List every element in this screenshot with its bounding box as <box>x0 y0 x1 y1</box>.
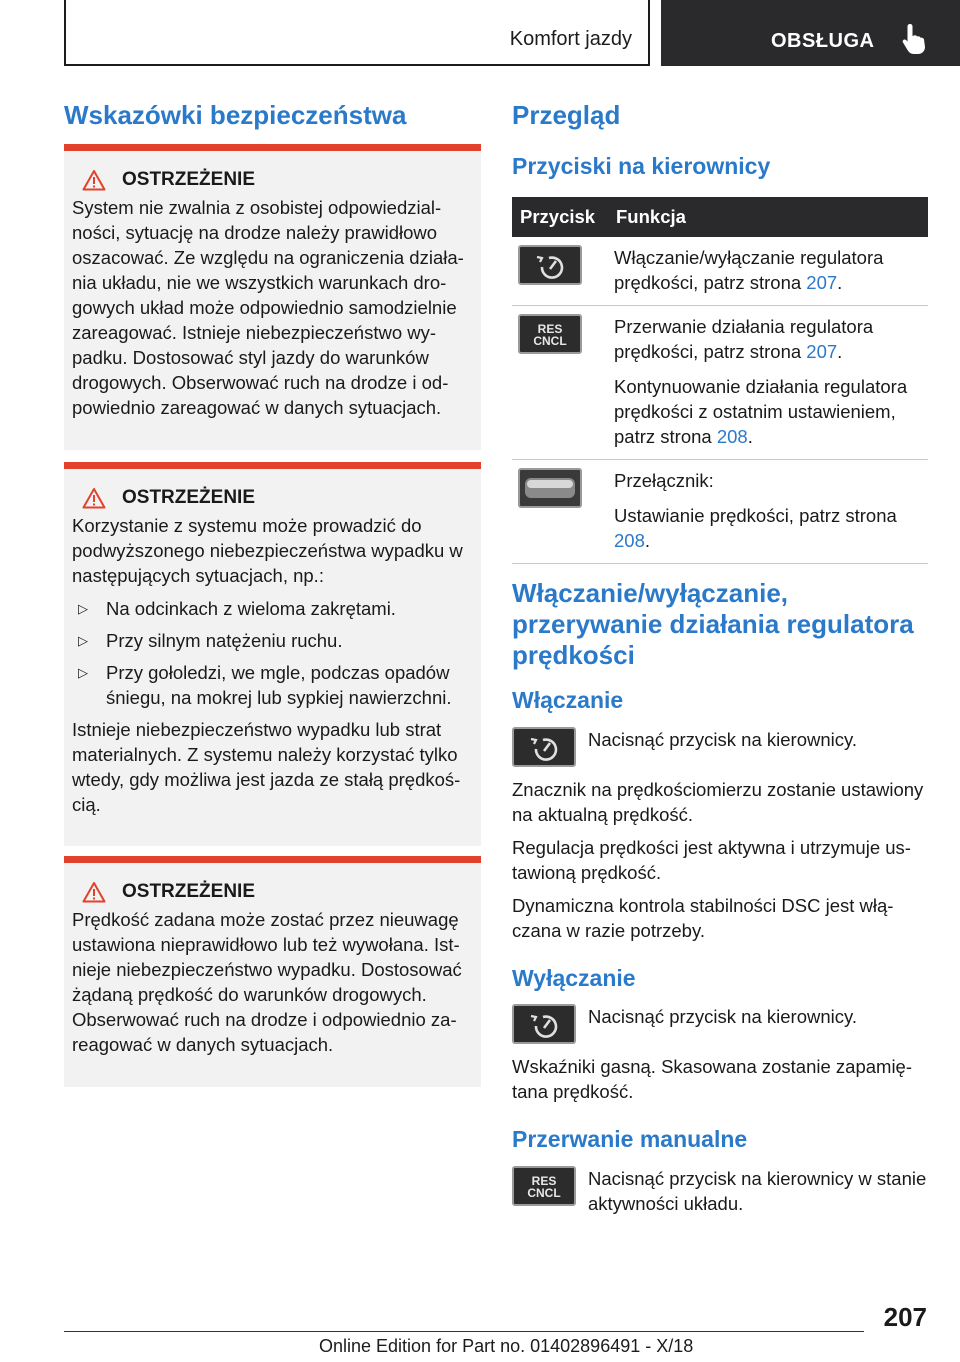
page-link[interactable]: 208 <box>614 529 645 551</box>
paragraph: Dynamiczna kontrola stabilności DSC jest włączana w razie potrzeby. <box>512 894 894 941</box>
list-item: ▷ Przy gołoledzi, we mgle, podczas opadów śniegu, na mokrej lub sypkiej nawierzchni. <box>72 660 473 710</box>
header-section-box <box>64 0 650 66</box>
page-number: 207 <box>883 1302 927 1332</box>
header-chapter-box <box>661 0 960 66</box>
press-instruction: Nacisnąć przycisk na kierownicy. <box>588 1006 858 1028</box>
paragraph: Regulacja prędkości jest aktywna i utrzymuje ustawioną prędkość. <box>512 836 911 883</box>
cruise-control-icon <box>512 1004 576 1044</box>
res-cncl-icon: RES CNCL <box>518 314 582 354</box>
warning-label: OSTRZEŻENIE <box>122 881 256 902</box>
table-header-button: Przycisk <box>512 197 608 237</box>
warning-label: OSTRZEŻENIE <box>122 169 256 190</box>
steering-buttons-subtitle: Przyciski na kierownicy <box>512 153 771 180</box>
press-instruction: Nacisnąć przycisk na kierownicy. <box>588 728 858 750</box>
header-section-title: Komfort jazdy <box>509 28 632 50</box>
bullet-triangle-icon: ▷ <box>78 633 88 648</box>
switch-off-title: Wyłączanie <box>512 964 636 991</box>
table-row: RES CNCL Przerwanie działania regulatora prędkości, patrz strona 207. Kontynuowanie działania regulatora prędkości z ostatnim ustawieniem, patrz strona 208. <box>512 305 928 459</box>
on-off-title: Włączanie/wyłączanie, przerywanie działania regulatora prędkości <box>512 578 914 670</box>
warning-triangle-icon <box>82 169 106 191</box>
warning-triangle-icon <box>82 487 106 509</box>
buttons-table <box>512 197 928 564</box>
warning-text: Korzystanie z systemu może prowadzić do podwyższonego niebezpieczeństwa wypadku w następujących sytuacjach, np.: <box>72 515 463 586</box>
bullet-triangle-icon: ▷ <box>78 601 88 616</box>
overview-title: Przegląd <box>512 100 621 130</box>
list-item: ▷ Przy silnym natężeniu ruchu. <box>72 628 473 653</box>
table-row: Włączanie/wyłączanie regulatora prędkości, patrz strona 207. <box>512 237 928 306</box>
cruise-control-icon <box>512 727 576 767</box>
header-chapter-title: OBSŁUGA <box>771 30 875 52</box>
warning-text: Istnieje niebezpieczeństwo wypadku lub strat materialnych. Z systemu należy korzystać tylko wtedy, gdy możliwa jest jazda ze stałą prędkością. <box>72 719 461 815</box>
paragraph: Wskaźniki gasną. Skasowana zostanie zapamiętana prędkość. <box>512 1056 913 1103</box>
page-link[interactable]: 208 <box>716 425 748 447</box>
edition-footer: Online Edition for Part no. 01402896491 - X/18 <box>319 1336 694 1356</box>
safety-column <box>64 100 481 1055</box>
warning-box-2 <box>64 462 481 846</box>
press-instruction: Nacisnąć przycisk na kierownicy w stanie aktywności układu. <box>588 1167 927 1214</box>
warning-bullet-list <box>72 596 473 710</box>
rocker-switch-icon <box>518 468 582 508</box>
bullet-triangle-icon: ▷ <box>78 665 88 680</box>
warning-box-1 <box>64 144 481 450</box>
list-item: ▷ Na odcinkach z wieloma zakrętami. <box>72 596 473 621</box>
cruise-control-icon <box>518 245 582 285</box>
switch-on-title: Włączanie <box>512 687 624 713</box>
table-header-function: Funkcja <box>608 197 928 237</box>
on-off-section <box>512 578 928 1216</box>
warning-box-3 <box>64 856 481 1087</box>
page-link[interactable]: 207 <box>806 271 838 293</box>
warning-text: Prędkość zadana może zostać przez nieuwagę ustawiona nieprawidłowo lub też wywołana. Istnieje niebezpieczeństwo wypadku. Dostosować żądaną prędkość do warunków drogowych. Obserwować ruch na drodze i odpowiednio zareagować w danych sytuacjach. <box>72 909 462 1055</box>
warning-label: OSTRZEŻENIE <box>122 487 256 508</box>
table-row: Przełącznik: Ustawianie prędkości, patrz strona 208. <box>512 459 928 563</box>
manual-interrupt-title: Przerwanie manualne <box>512 1126 748 1153</box>
warning-triangle-icon <box>82 881 106 903</box>
page-link[interactable]: 207 <box>806 340 838 362</box>
res-cncl-icon: RES CNCL <box>512 1166 576 1206</box>
paragraph: Znacznik na prędkościomierzu zostanie ustawiony na aktualną prędkość. <box>512 778 924 825</box>
safety-title: Wskazówki bezpieczeństwa <box>64 100 407 130</box>
overview-column <box>512 100 928 564</box>
pointing-hand-icon <box>899 22 929 56</box>
warning-text: System nie zwalnia z osobistej odpowiedzialności, sytuację na drodze należy prawidłowo oszacować. Ze względu na ograniczenia działania układu, nie we wszystkich warunkach drogowych układ może odpowiednio samodzielnie zareagować. Istnieje niebezpieczeństwo wypadku. Dostosować styl jazdy do warunków drogowych. Obserwować ruch na drodze i odpowiednio zareagować w danych sytuacjach. <box>72 197 464 418</box>
footer-divider <box>64 1331 864 1332</box>
